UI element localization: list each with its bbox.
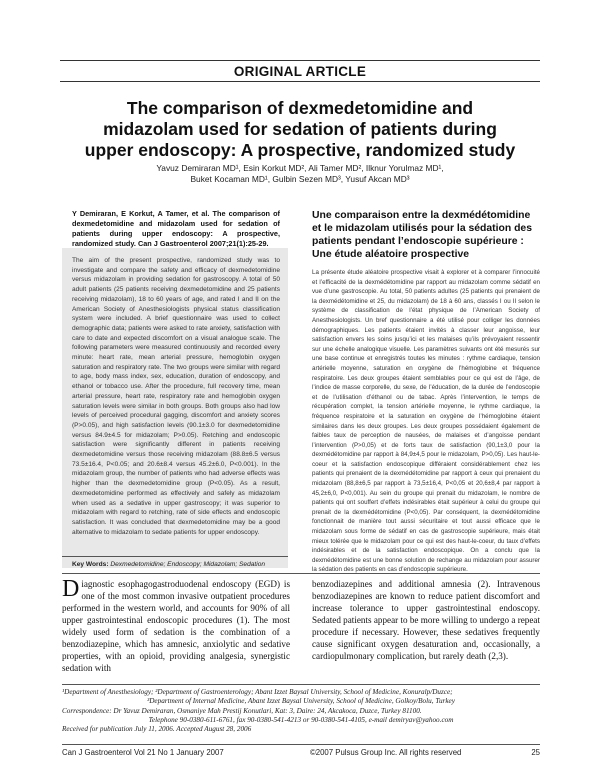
footnote-received: Received for publication July 11, 2006. Accepted August 28, 2006 xyxy=(62,725,252,734)
body-column-2: benzodiazepines and additional amnesia (2). Intravenous benzodiazepines are known to reduce patient discomfort and increase tolerance to upper gastrointestinal endoscopy. Sedated patients appear to be more willing to undergo a repeat procedure if necessary. However, these sedatives frequently cause significant oxygen desaturation and, occasionally, a cardiopulmonary complication, but rarely death (2,3). xyxy=(312,579,540,661)
keywords-text: Dexmedetomidine; Endoscopy; Midazolam; Sedation xyxy=(110,561,266,568)
header-bottom-rule xyxy=(60,81,540,82)
article-title: The comparison of dexmedetomidine and midazolam used for sedation of patients during upper endoscopy: A prospective, randomized study xyxy=(84,98,516,160)
footnotes xyxy=(62,688,540,734)
authors-line-2: Buket Kocaman MD¹, Gulbin Sezen MD³, Yusuf Akcan MD³ xyxy=(190,174,410,184)
section-label: ORIGINAL ARTICLE xyxy=(233,64,367,79)
keywords xyxy=(72,560,282,569)
author-list xyxy=(60,163,540,185)
footnote-rule xyxy=(62,684,540,685)
footer-rule xyxy=(62,744,540,745)
body-top-rule xyxy=(62,573,540,574)
footer-copyright: ©2007 Pulsus Group Inc. All rights reserved xyxy=(310,748,462,757)
authors-line-1: Yavuz Demiraran MD¹, Esin Korkut MD², Ali Tamer MD², Ilknur Yorulmaz MD¹, xyxy=(156,163,444,173)
abstract-french: La présente étude aléatoire prospective visait à explorer et à comparer l’innocuité et l’efficacité de la dexmédétomidine par rapport au midazolam comme sédatif en vue d’une gastroscopie. Au total, 50 patients adultes (25 patients qui prenaient de la dexmédétomidine et 25, du midazolam) de 18 à 60 ans, classés I ou II selon le système de classification de l’état physique de l’American Society of Anesthesiologists. Un bref questionnaire a été utilisé pour colliger les données démographiques. Les patients étaient invités à classer leur angoisse, leur satisfaction envers les soins jusqu’ici et les malaises qu’ils prévoyaient ressentir sur une échelle analogique visuelle. Les paramètres suivants ont été mesurés sur une base continue et enregistrés toutes les minutes : rythme cardiaque, tension artérielle moyenne, saturation en oxygène de l’hémoglobine et fréquence respiratoire. Les deux groupes étaient semblables pour ce qui est de l’âge, de l’indice de masse corporelle, du sexe, de l’éducation, de la durée de l’endoscopie et de l’utilisation d’éthanol ou de tabac. Après l’intervention, le temps de récupération complet, la tension artérielle moyenne, le rythme cardiaque, la fréquence respiratoire et la saturation en oxygène de l’hémoglobine étaient similaires dans les deux groupes. Les deux groupes possédaient également de faibles taux de perception de nausées, de malaises et d’angoisse pendant l’intervention (P>0,05) et de forts taux de satisfaction (90,1±3,0 pour la dexmédétomidine par rapport à 84,9±4,5 pour le midazolam, P>0,05). Les haut-le-coeur et la satisfaction endoscopique différaient considérablement chez les patients qui prenaient de la dexmédétomidine par rapport à ceux qui prenaient du midazolam (88,8±6,5 par rapport à 73,5±16,4, P<0,05 et 20,6±8,4 par rapport à 45,2±6,0, P<0,001). Au sein du groupe qui prenait du midazolam, le nombre de patients qui ont souffert d’effets indésirables était supérieur à celui du groupe qui prenait de la dexmédétomidine (P<0,05). Par conséquent, la dexmédétomidine fonctionnait de manière tout aussi sécuritaire et tout aussi efficace que le midazolam sous forme de sédatif en cas de gastroscopie supérieure, mais était mieux tolérée que le midazolam pour ce qui est des haut-le-coeur, du taux d’effets indésirables et de la satisfaction endoscopique. On a conclu que la dexmédétomidine est une bonne solution de rechange au midazolam pour assurer la sédation des patients en cas d’endoscopie supérieure. xyxy=(312,269,540,574)
footnote-affiliations-2: ³Department of Internal Medicine, Abant Izzet Baysal University, School of Medicine, Golkoy/Bolu, Turkey xyxy=(147,697,455,706)
keywords-label: Key Words: xyxy=(72,561,109,568)
keywords-rule xyxy=(62,556,288,557)
body-column-1-text: iagnostic esophagogastroduodenal endoscopy (EGD) is one of the most common invasive outpatient procedures performed in the western world, and accounts for 90% of all upper gastrointestinal endoscopic procedures (1). The most widely used form of sedation is the combination of a benzodiazepine, which has amnesic, anxiolytic and sedative properties, with an opioid, providing analgesia, synergistic sedation with xyxy=(62,579,290,673)
footnote-contact: Telephone 90-0380-611-6761, fax 90-0380-541-4213 or 90-0380-541-4105, e-mail demiryav@yahoo.com xyxy=(148,715,454,724)
drop-cap: D xyxy=(62,576,80,602)
footnote-affiliations-1: ¹Department of Anesthesiology; ²Department of Gastroenterology; Abant Izzet Baysal University, School of Medicine, Konuralp/Duzce; xyxy=(62,688,453,696)
footer-journal: Can J Gastroenterol Vol 21 No 1 January 2007 xyxy=(62,748,224,757)
citation: Y Demiraran, E Korkut, A Tamer, et al. The comparison of dexmedetomidine and midazolam used for sedation of patients during upper endoscopy: A prospective, randomized study. Can J Gastroenterol 2007;21(1):25-29. xyxy=(72,209,280,248)
abstract-english: The aim of the present prospective, randomized study was to investigate and compare the safety and efficacy of dexmedetomidine versus midazolam in providing sedation for gastroscopy. A total of 50 adult patients (25 patients receiving dexmedetomidine and 25 patients receiving midazolam), 18 to 60 years of age, and rated I and II on the American Society of Anesthesiologists physical status classification system were included. A brief questionnaire was used to collect demographic data; patients were asked to rate anxiety, satisfaction with care to date and expected discomfort on a visual analogue scale. The following parameters were measured continuously and recorded every minute: heart rate, mean arterial pressure, hemoglobin oxygen saturation and respiratory rate. The two groups were similar with regard to age, body mass index, sex, education, duration of endoscopy, and ethanol or tobacco use. After the procedure, full recovery time, mean arterial pressure, heart rate, respiratory rate and hemoglobin oxygen saturation levels were similar in both groups. Both groups also had low levels of perceived procedural gagging, discomfort and anxiety scores (P>0.05), and high satisfaction levels (90.1±3.0 for dexmedetomidine versus 84.9±4.5 for midazolam; P>0.05). Retching and endoscopic satisfaction were significantly different in patients receiving dexmedetomidine versus those receiving midazolam (88.8±6.5 versus 73.5±16.4, P<0.05; and 20.6±8.4 versus 45.2±6.0, P<0.001). In the midazolam group, the number of patients who had adverse effects was higher than the dexmedetomidine group (P<0.05). As a result, dexmedetomidine performed as effectively and safely as midazolam when used as a sedative in upper gastroscopy; it was superior to midazolam with regard to retching, rate of side effects and endoscopic satisfaction. It was concluded that dexmedetomidine may be a good alternative to midazolam to sedate patients for upper endoscopy. xyxy=(72,257,280,536)
header-top-rule xyxy=(60,60,540,61)
page-number: 25 xyxy=(531,748,540,757)
french-title: Une comparaison entre la dexmédétomidine et le midazolam utilisés pour la sédation des patients pendant l’endoscopie supérieure : Une étude aléatoire prospective xyxy=(312,210,532,260)
footnote-correspondence: Correspondence: Dr Yavuz Demiraran, Osmaniye Mah Prestij Konutlari, Kat: 3, Daire: 24, Akcakoca, Duzce, Turkey 81100. xyxy=(62,706,422,715)
body-column-1 xyxy=(62,578,290,674)
